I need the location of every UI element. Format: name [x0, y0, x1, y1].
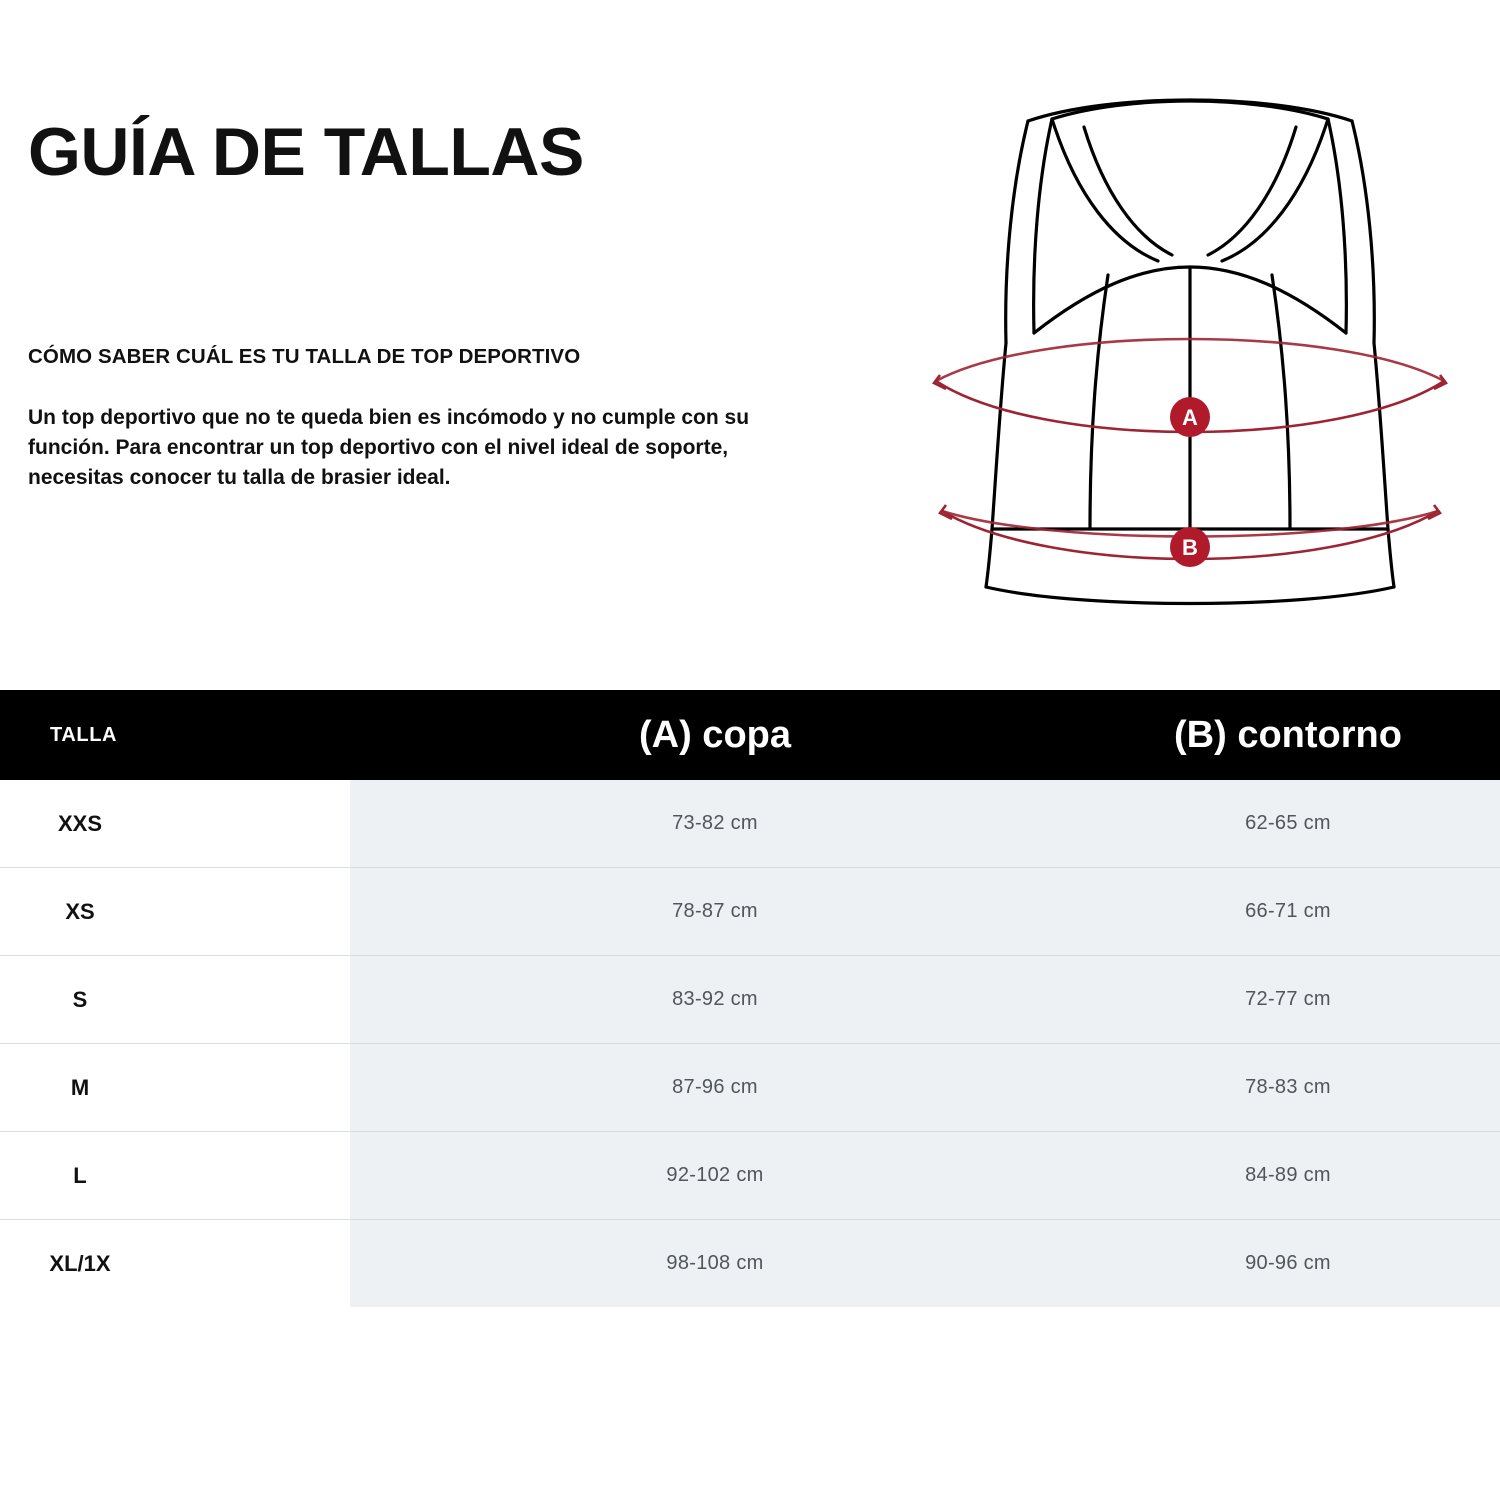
cell-band: 90-96 cm: [1245, 1252, 1331, 1274]
cell-band: 78-83 cm: [1245, 1076, 1331, 1098]
cell-size: XL/1X: [49, 1250, 111, 1276]
table-row: [0, 1220, 1500, 1307]
header-section: [0, 0, 1500, 690]
size-chart-table: [0, 690, 1500, 1307]
table-row: [0, 956, 1500, 1044]
cell-cup: 83-92 cm: [672, 988, 758, 1010]
cell-band: 72-77 cm: [1245, 988, 1331, 1010]
table-row: [0, 1132, 1500, 1220]
table-row: [0, 1044, 1500, 1132]
cell-band: 66-71 cm: [1245, 900, 1331, 922]
measurement-badge-a: [1170, 397, 1210, 437]
cell-size: S: [72, 986, 88, 1012]
cell-size: L: [73, 1162, 87, 1188]
page-title: GUÍA DE TALLAS: [28, 114, 584, 190]
table-row: [0, 780, 1500, 868]
table-body: [0, 780, 1500, 1307]
table-header-row: [0, 690, 1500, 780]
cell-cup: 87-96 cm: [672, 1076, 758, 1098]
column-header-cup: (A) copa: [639, 713, 791, 756]
cell-band: 62-65 cm: [1245, 812, 1331, 834]
cell-size: XXS: [57, 810, 103, 836]
cell-band: 84-89 cm: [1245, 1164, 1331, 1186]
intro-heading: CÓMO SABER CUÁL ES TU TALLA DE TOP DEPORTIVO: [28, 345, 581, 368]
intro-body: Un top deportivo que no te queda bien es incómodo y no cumple con su función. Para encontrar un top deportivo con el nivel ideal de soporte, necesitas conocer tu talla de brasier ideal.: [28, 406, 750, 489]
cell-cup: 78-87 cm: [672, 900, 758, 922]
badge-b-label: B: [1182, 535, 1198, 560]
cell-size: XS: [65, 898, 95, 924]
column-header-size: TALLA: [50, 723, 118, 746]
cell-cup: 73-82 cm: [672, 812, 758, 834]
badge-a-label: A: [1182, 405, 1198, 430]
cell-cup: 98-108 cm: [666, 1252, 764, 1274]
intro-block: [28, 345, 818, 492]
sports-bra-illustration: [900, 75, 1480, 615]
cell-cup: 92-102 cm: [666, 1164, 764, 1186]
table-row: [0, 868, 1500, 956]
measurement-badge-b: [1170, 527, 1210, 567]
cell-size: M: [70, 1074, 90, 1100]
column-header-band: (B) contorno: [1174, 713, 1402, 756]
